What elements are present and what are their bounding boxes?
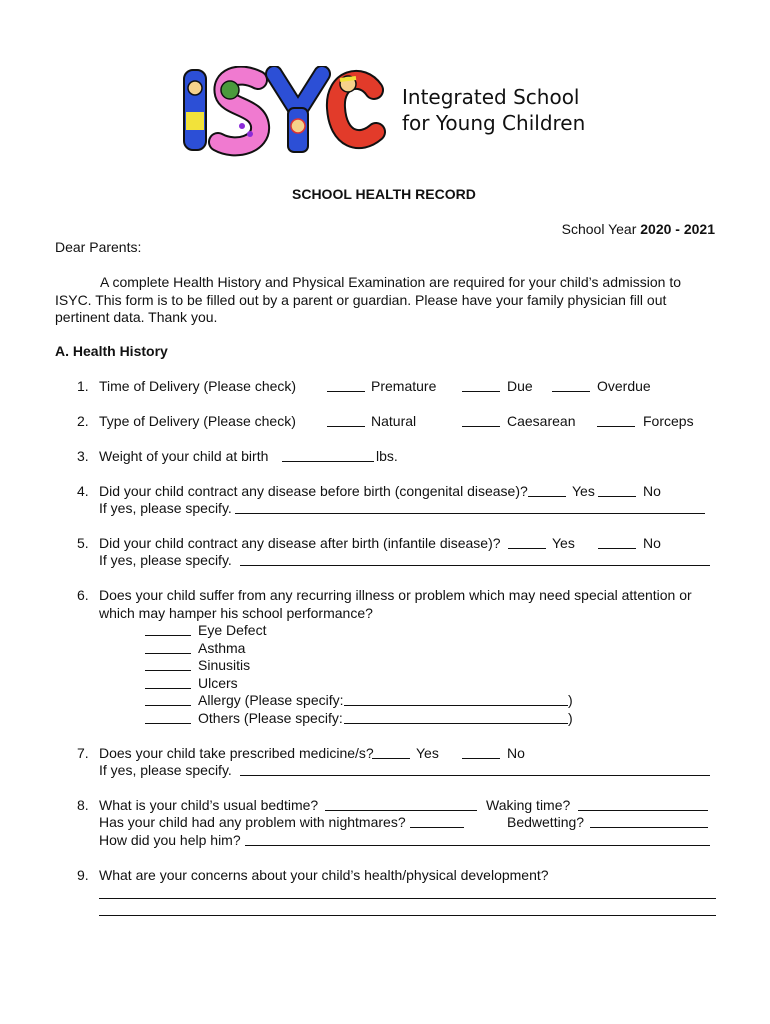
q9-answer-line-2[interactable] bbox=[99, 902, 716, 916]
q2-option-forceps: Forceps bbox=[643, 413, 694, 429]
q8-nightmares-label: Has your child had any problem with nightmares? bbox=[99, 814, 406, 830]
q1-overdue-blank[interactable] bbox=[552, 378, 590, 392]
q6-item-sinusitis: Sinusitis bbox=[198, 657, 251, 673]
q7-question: Does your child take prescribed medicine/s? bbox=[99, 745, 374, 761]
q1-option-due: Due bbox=[507, 378, 533, 394]
q6-asthma-blank[interactable] bbox=[145, 640, 191, 654]
q6-item-others: Others (Please specify: bbox=[198, 710, 343, 726]
q1-number: 1. bbox=[77, 378, 89, 394]
form-title: SCHOOL HEALTH RECORD bbox=[292, 186, 476, 202]
q6-question-line2: which may hamper his school performance? bbox=[99, 605, 373, 621]
q9-question: What are your concerns about your child’s health/physical development? bbox=[99, 867, 549, 883]
q9-answer-line-1[interactable] bbox=[99, 885, 716, 899]
q4-yes-blank[interactable] bbox=[528, 483, 566, 497]
q4-no-blank[interactable] bbox=[598, 483, 636, 497]
q8-help-blank[interactable] bbox=[245, 832, 710, 846]
q7-specify-label: If yes, please specify. bbox=[99, 762, 232, 778]
q6-number: 6. bbox=[77, 587, 89, 603]
q7-option-yes: Yes bbox=[416, 745, 439, 761]
q5-question: Did your child contract any disease after birth (infantile disease)? bbox=[99, 535, 501, 551]
q3-weight-blank[interactable] bbox=[282, 448, 374, 462]
q1-question: Time of Delivery (Please check) bbox=[99, 378, 297, 394]
q4-question: Did your child contract any disease before birth (congenital disease)? bbox=[99, 483, 528, 499]
school-name bbox=[402, 84, 585, 136]
q4-specify-blank[interactable] bbox=[235, 500, 705, 514]
school-name-line1: Integrated School bbox=[402, 85, 580, 109]
q2-natural-blank[interactable] bbox=[327, 413, 365, 427]
school-name-line2: for Young Children bbox=[402, 111, 586, 135]
q6-others-close: ) bbox=[568, 710, 573, 726]
q6-others-blank[interactable] bbox=[145, 710, 191, 724]
q6-others-specify-blank[interactable] bbox=[344, 710, 568, 724]
q7-yes-blank[interactable] bbox=[372, 745, 410, 759]
q3-number: 3. bbox=[77, 448, 89, 464]
q6-allergy-close: ) bbox=[568, 692, 573, 708]
q6-sinusitis-blank[interactable] bbox=[145, 657, 191, 671]
q8-waking-label: Waking time? bbox=[486, 797, 571, 813]
intro-text: A complete Health History and Physical Examination are required for your child’s admission to ISYC. This form is to be filled out by a parent or guardian. Please have your family physician fill out pertinent data. Thank you. bbox=[55, 274, 682, 325]
q6-allergy-blank[interactable] bbox=[145, 692, 191, 706]
q8-help-label: How did you help him? bbox=[99, 832, 241, 848]
school-year bbox=[562, 221, 715, 237]
q6-item-allergy: Allergy (Please specify: bbox=[198, 692, 344, 708]
q8-bedwetting-blank[interactable] bbox=[590, 814, 708, 828]
q7-no-blank[interactable] bbox=[462, 745, 500, 759]
q2-caesarean-blank[interactable] bbox=[462, 413, 500, 427]
school-year-value: 2020 - 2021 bbox=[640, 221, 715, 237]
q4-number: 4. bbox=[77, 483, 89, 499]
school-year-label: School Year bbox=[561, 221, 637, 237]
intro-paragraph bbox=[55, 274, 717, 327]
q8-number: 8. bbox=[77, 797, 89, 813]
q5-no-blank[interactable] bbox=[598, 535, 636, 549]
section-health-history: A. Health History bbox=[55, 343, 168, 359]
q1-option-premature: Premature bbox=[371, 378, 437, 394]
q8-nightmares-blank[interactable] bbox=[410, 814, 464, 828]
q8-bedtime-label: What is your child’s usual bedtime? bbox=[99, 797, 319, 813]
q1-due-blank[interactable] bbox=[462, 378, 500, 392]
q4-option-no: No bbox=[643, 483, 661, 499]
q5-number: 5. bbox=[77, 535, 89, 551]
q6-eye-defect-blank[interactable] bbox=[145, 622, 191, 636]
q1-premature-blank[interactable] bbox=[327, 378, 365, 392]
q6-question-line1: Does your child suffer from any recurring illness or problem which may need special attention or bbox=[99, 587, 692, 603]
q5-yes-blank[interactable] bbox=[508, 535, 546, 549]
q7-specify-blank[interactable] bbox=[240, 762, 710, 776]
q1-option-overdue: Overdue bbox=[597, 378, 651, 394]
q9-number: 9. bbox=[77, 867, 89, 883]
q7-number: 7. bbox=[77, 745, 89, 761]
q6-ulcers-blank[interactable] bbox=[145, 675, 191, 689]
q6-item-asthma: Asthma bbox=[198, 640, 246, 656]
q4-option-yes: Yes bbox=[572, 483, 595, 499]
q8-bedtime-blank[interactable] bbox=[325, 797, 477, 811]
q2-option-caesarean: Caesarean bbox=[507, 413, 576, 429]
q5-option-yes: Yes bbox=[552, 535, 575, 551]
q6-allergy-specify-blank[interactable] bbox=[344, 692, 568, 706]
q2-number: 2. bbox=[77, 413, 89, 429]
q4-specify-label: If yes, please specify. bbox=[99, 500, 232, 516]
q7-option-no: No bbox=[507, 745, 525, 761]
q5-specify-blank[interactable] bbox=[240, 552, 710, 566]
q6-item-ulcers: Ulcers bbox=[198, 675, 238, 691]
q5-specify-label: If yes, please specify. bbox=[99, 552, 232, 568]
q2-forceps-blank[interactable] bbox=[597, 413, 635, 427]
q2-question: Type of Delivery (Please check) bbox=[99, 413, 296, 429]
q2-option-natural: Natural bbox=[371, 413, 417, 429]
q3-unit: lbs. bbox=[376, 448, 398, 464]
q3-question: Weight of your child at birth bbox=[99, 448, 269, 464]
salutation: Dear Parents: bbox=[55, 239, 142, 255]
q8-waking-blank[interactable] bbox=[578, 797, 708, 811]
isyc-logo bbox=[178, 66, 388, 158]
q6-item-eye-defect: Eye Defect bbox=[198, 622, 267, 638]
q5-option-no: No bbox=[643, 535, 661, 551]
q8-bedwetting-label: Bedwetting? bbox=[507, 814, 585, 830]
